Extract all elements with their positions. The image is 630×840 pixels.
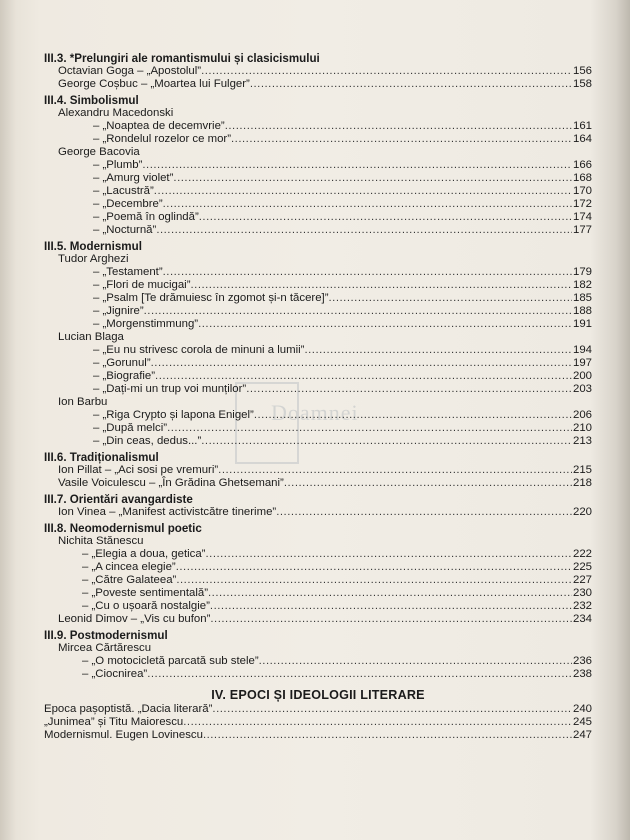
section-heading: III.7. Orientări avangardiste	[44, 493, 193, 506]
dot-leader	[210, 613, 572, 626]
entry-title: – „Plumb”	[93, 159, 143, 171]
entry-title: – „Jignire”	[93, 305, 144, 317]
entry-page-number: 203	[572, 383, 592, 395]
toc-entry	[44, 729, 592, 742]
entry-page-number: 191	[572, 318, 592, 330]
entry-title: – „Eu nu strivesc corola de minuni a lumii”	[93, 344, 305, 356]
dot-leader	[173, 172, 572, 185]
entry-page-number: 179	[572, 266, 592, 278]
entry-title: – „Gorunul”	[93, 357, 151, 369]
dot-leader	[176, 561, 572, 574]
watermark-text: Doamnei	[271, 400, 359, 425]
entry-title: – „Testament”	[93, 266, 163, 278]
toc-author: Ion Barbu	[58, 396, 108, 408]
dot-leader	[210, 600, 572, 613]
dot-leader	[231, 133, 572, 146]
dot-leader	[163, 198, 572, 211]
toc-entry	[44, 224, 592, 237]
dot-leader	[246, 383, 572, 396]
part-heading: IV. EPOCI ȘI IDEOLOGII LITERARE	[211, 688, 425, 702]
entry-title: Ion Vinea – „Manifest activistcătre tinerime”	[58, 506, 277, 518]
dot-leader	[167, 422, 572, 435]
entry-title: – „A cincea elegie”	[82, 561, 176, 573]
toc-entry	[44, 370, 592, 383]
dot-leader	[151, 357, 572, 370]
toc-entry	[44, 613, 592, 626]
toc-entry	[44, 159, 592, 172]
toc-entry	[44, 548, 592, 561]
entry-page-number: 174	[572, 211, 592, 223]
entry-title: – „După melci”	[93, 422, 168, 434]
entry-page-number: 222	[572, 548, 592, 560]
section-heading: III.3. *Prelungiri ale romantismului și clasicismului	[44, 52, 320, 65]
dot-leader	[284, 477, 572, 490]
section-heading: III.9. Postmodernismul	[44, 629, 168, 642]
entry-title: Leonid Dimov – „Vis cu bufon”	[58, 613, 211, 625]
entry-title: – „Noaptea de decemvrie”	[93, 120, 225, 132]
dot-leader	[147, 668, 572, 681]
entry-page-number: 177	[572, 224, 592, 236]
dot-leader	[212, 703, 572, 716]
dot-leader	[198, 318, 572, 331]
entry-title: Modernismul. Eugen Lovinescu	[44, 729, 203, 741]
entry-page-number: 215	[572, 464, 592, 476]
toc-entry	[44, 655, 592, 668]
entry-page-number: 220	[572, 506, 592, 518]
section-heading: III.6. Tradiționalismul	[44, 451, 159, 464]
toc-entry	[44, 477, 592, 490]
toc-author: Nichita Stănescu	[58, 535, 144, 547]
entry-page-number: 227	[572, 574, 592, 586]
entry-page-number: 247	[572, 729, 592, 741]
toc-entry	[44, 561, 592, 574]
entry-page-number: 197	[572, 357, 592, 369]
entry-page-number: 245	[572, 716, 592, 728]
dot-leader	[329, 292, 572, 305]
dot-leader	[218, 464, 572, 477]
toc-entry	[44, 78, 592, 91]
toc-entry	[44, 383, 592, 396]
entry-title: Vasile Voiculescu – „În Grădina Ghetsemani”	[58, 477, 284, 489]
toc-entry	[44, 65, 592, 78]
entry-page-number: 185	[572, 292, 592, 304]
toc-entry	[44, 668, 592, 681]
entry-page-number: 182	[572, 279, 592, 291]
entry-page-number: 225	[572, 561, 592, 573]
dot-leader	[199, 211, 572, 224]
dot-leader	[254, 409, 572, 422]
entry-title: – „Biografie”	[93, 370, 156, 382]
entry-page-number: 236	[572, 655, 592, 667]
entry-page-number: 172	[572, 198, 592, 210]
section-heading: III.5. Modernismul	[44, 240, 142, 253]
toc-entry	[44, 292, 592, 305]
section-heading: III.4. Simbolismul	[44, 94, 139, 107]
toc-author: Tudor Arghezi	[58, 253, 129, 265]
entry-title: – „Cu o ușoară nostalgie”	[82, 600, 210, 612]
entry-page-number: 206	[572, 409, 592, 421]
entry-title: – „Din ceas, dedus...”	[93, 435, 202, 447]
dot-leader	[176, 574, 572, 587]
entry-title: – „Decembre”	[93, 198, 163, 210]
table-of-contents	[44, 52, 592, 742]
toc-entry	[44, 464, 592, 477]
entry-title: – „Ciocnirea”	[82, 668, 148, 680]
entry-page-number: 188	[572, 305, 592, 317]
toc-entry	[44, 120, 592, 133]
section-heading: III.8. Neomodernismul poetic	[44, 522, 202, 535]
toc-entry	[44, 305, 592, 318]
toc-entry	[44, 435, 592, 448]
entry-title: Epoca pașoptistă. „Dacia literară”	[44, 703, 213, 715]
entry-page-number: 156	[572, 65, 592, 77]
dot-leader	[163, 266, 572, 279]
dot-leader	[250, 78, 572, 91]
entry-title: – „Poveste sentimentală”	[82, 587, 208, 599]
dot-leader	[201, 65, 572, 78]
entry-title: – „Elegia a doua, getica”	[82, 548, 206, 560]
entry-page-number: 200	[572, 370, 592, 382]
toc-entry	[44, 506, 592, 519]
dot-leader	[154, 185, 572, 198]
toc-entry	[44, 716, 592, 729]
toc-author: Alexandru Macedonski	[58, 107, 174, 119]
toc-entry	[44, 172, 592, 185]
toc-entry	[44, 574, 592, 587]
entry-page-number: 161	[572, 120, 592, 132]
toc-entry	[44, 703, 592, 716]
dot-leader	[225, 120, 572, 133]
toc-entry	[44, 318, 592, 331]
dot-leader	[203, 729, 572, 742]
toc-entry	[44, 422, 592, 435]
dot-leader	[205, 548, 572, 561]
entry-page-number: 230	[572, 587, 592, 599]
dot-leader	[201, 435, 572, 448]
section-gap	[44, 681, 592, 684]
toc-author: Lucian Blaga	[58, 331, 124, 343]
entry-title: George Coșbuc – „Moartea lui Fulger”	[58, 78, 250, 90]
dot-leader	[190, 279, 572, 292]
entry-title: – „Riga Crypto și lapona Enigel”	[93, 409, 254, 421]
entry-page-number: 210	[572, 422, 592, 434]
toc-author: Mircea Cărtărescu	[58, 642, 152, 654]
entry-page-number: 218	[572, 477, 592, 489]
entry-page-number: 166	[572, 159, 592, 171]
toc-entry	[44, 600, 592, 613]
entry-title: – „Morgenstimmung”	[93, 318, 199, 330]
entry-title: – „Rondelul rozelor ce mor”	[93, 133, 232, 145]
entry-page-number: 164	[572, 133, 592, 145]
dot-leader	[144, 305, 572, 318]
entry-page-number: 234	[572, 613, 592, 625]
entry-title: – „Amurg violet”	[93, 172, 174, 184]
entry-title: – „Flori de mucigai”	[93, 279, 191, 291]
entry-title: – „Nocturnă”	[93, 224, 157, 236]
toc-entry	[44, 133, 592, 146]
dot-leader	[183, 716, 572, 729]
entry-page-number: 232	[572, 600, 592, 612]
dot-leader	[208, 587, 572, 600]
entry-page-number: 194	[572, 344, 592, 356]
toc-author: George Bacovia	[58, 146, 140, 158]
dot-leader	[155, 370, 572, 383]
dot-leader	[276, 506, 572, 519]
entry-title: Octavian Goga – „Apostolul”	[58, 65, 202, 77]
toc-entry	[44, 357, 592, 370]
dot-leader	[142, 159, 572, 172]
entry-title: – „Psalm [Te drămuiesc în zgomot și-n tăcere]”	[93, 292, 329, 304]
entry-page-number: 158	[572, 78, 592, 90]
entry-page-number: 213	[572, 435, 592, 447]
toc-entry	[44, 211, 592, 224]
entry-title: – „O motocicletă parcată sub stele”	[82, 655, 259, 667]
toc-entry	[44, 279, 592, 292]
dot-leader	[304, 344, 572, 357]
entry-page-number: 238	[572, 668, 592, 680]
toc-entry	[44, 409, 592, 422]
toc-entry	[44, 266, 592, 279]
entry-title: – „Dați-mi un trup voi munților”	[93, 383, 247, 395]
toc-entry	[44, 587, 592, 600]
entry-page-number: 240	[572, 703, 592, 715]
entry-title: – „Poemă în oglindă”	[93, 211, 199, 223]
entry-page-number: 168	[572, 172, 592, 184]
toc-entry	[44, 344, 592, 357]
entry-title: – „Lacustră”	[93, 185, 154, 197]
dot-leader	[259, 655, 572, 668]
toc-entry	[44, 185, 592, 198]
entry-page-number: 170	[572, 185, 592, 197]
entry-title: – „Către Galateea”	[82, 574, 177, 586]
entry-title: „Junimea” și Titu Maiorescu	[44, 716, 184, 728]
toc-entry	[44, 198, 592, 211]
dot-leader	[156, 224, 572, 237]
entry-title: Ion Pillat – „Aci sosi pe vremuri”	[58, 464, 219, 476]
